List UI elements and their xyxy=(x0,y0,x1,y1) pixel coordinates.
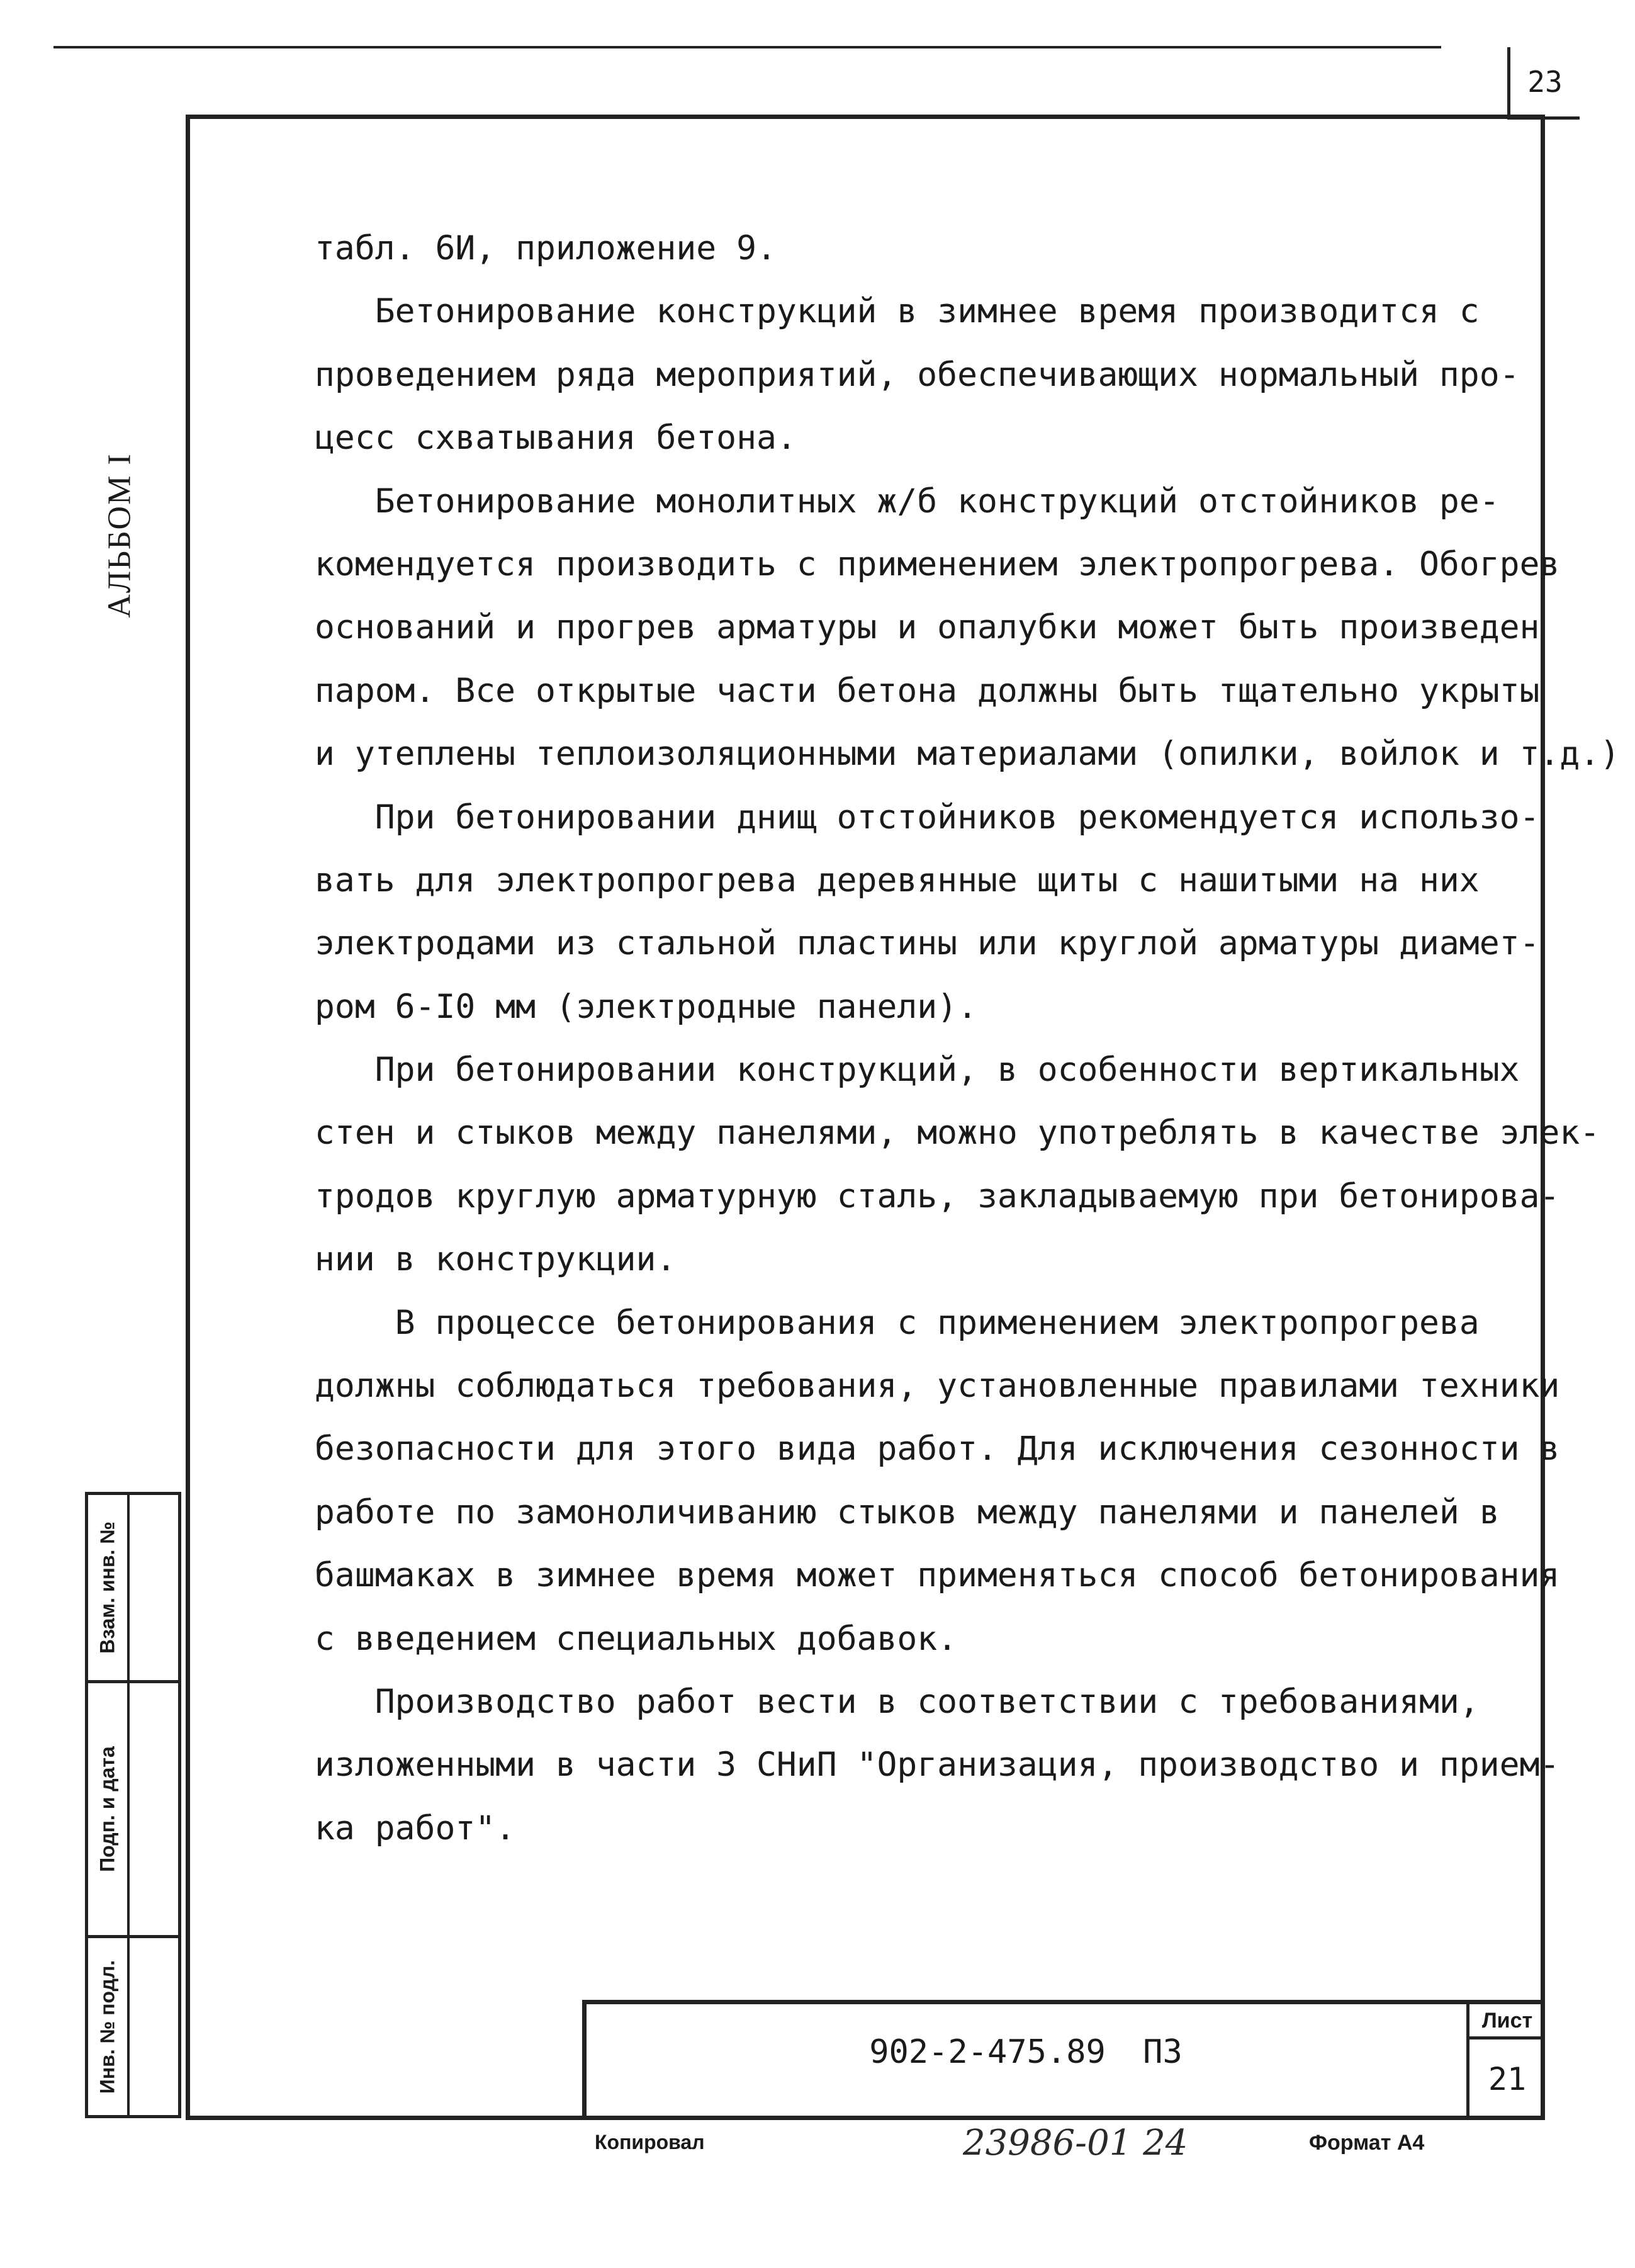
text-line: вать для электропрогрева деревянные щиты с нашитыми на них xyxy=(315,860,1480,900)
stamp-cell-replacement xyxy=(88,1495,178,1683)
text-line: башмаках в зимнее время может применяться способ бетонирования xyxy=(315,1556,1560,1595)
text-line: При бетонировании днищ отстойников рекомендуется использо- xyxy=(315,798,1540,837)
text-line: с введением специальных добавок. xyxy=(315,1619,958,1658)
text-line: электродами из стальной пластины или круглой арматуры диамет- xyxy=(315,924,1540,963)
text-line: Бетонирование монолитных ж/б конструкций отстойников ре- xyxy=(315,482,1500,521)
stamp-label-signature: Подп. и дата xyxy=(96,1746,119,1872)
text-line: нии в конструкции. xyxy=(315,1240,677,1279)
format-label: Формат А4 xyxy=(1309,2131,1425,2155)
text-line: цесс схватывания бетона. xyxy=(315,419,797,458)
stamp-label-cell xyxy=(88,1683,130,1935)
stamp-label-original: Инв. № подл. xyxy=(96,1960,119,2094)
stamp-column xyxy=(85,1492,181,2118)
text-line: стен и стыков между панелями, можно употреблять в качестве элек- xyxy=(315,1114,1600,1153)
handwritten-number: 23986-01 24 xyxy=(963,2123,1188,2164)
text-line: и утеплены теплоизоляционными материалами (опилки, войлок и т.д.) xyxy=(315,735,1621,774)
page-number: 23 xyxy=(1507,47,1580,120)
text-line: При бетонировании конструкций, в особенности вертикальных xyxy=(315,1051,1520,1090)
stamp-label-cell xyxy=(88,1938,130,2115)
album-label xyxy=(57,390,183,680)
text-line: Бетонирование конструкций в зимнее время производится с xyxy=(315,292,1480,331)
text-line: изложенными в части 3 СНиП "Организация, производство и прием- xyxy=(315,1746,1560,1785)
stamp-label-cell xyxy=(88,1495,130,1680)
text-line: Производство работ вести в соответствии с требованиями, xyxy=(315,1682,1480,1721)
text-line: проведением ряда мероприятий, обеспечивающих нормальный про- xyxy=(315,355,1520,394)
text-line: безопасности для этого вида работ. Для исключения сезонности в xyxy=(315,1430,1560,1469)
text-line: должны соблюдаться требования, установленные правилами техники xyxy=(315,1367,1560,1406)
album-label-text: АЛЬБОМ I xyxy=(101,452,138,618)
text-line: В процессе бетонирования с применением электропрогрева xyxy=(315,1303,1480,1342)
document-code: 902-2-475.89 ПЗ xyxy=(869,2033,1183,2071)
text-line: тродов круглую арматурную сталь, закладываемую при бетонирова- xyxy=(315,1176,1560,1216)
text-line: комендуется производить с применением электропрогрева. Обогрев xyxy=(315,544,1560,584)
text-line: работе по замоноличиванию стыков между панелями и панелей в xyxy=(315,1492,1500,1532)
stamp-label-replacement: Взам. инв. № xyxy=(96,1521,119,1654)
sheet-number: 21 xyxy=(1488,2060,1527,2097)
text-line: ром 6-I0 мм (электродные панели). xyxy=(315,987,977,1026)
top-rule xyxy=(53,46,1441,48)
stamp-cell-signature xyxy=(88,1683,178,1938)
copyist-label: Копировал xyxy=(595,2131,705,2153)
text-line: оснований и прогрев арматуры и опалубки может быть произведен xyxy=(315,608,1540,647)
sheet-label: Лист xyxy=(1469,2005,1545,2040)
text-line: табл. 6И, приложение 9. xyxy=(315,229,777,268)
stamp-cell-original xyxy=(88,1938,178,2115)
text-line: ка работ". xyxy=(315,1808,516,1848)
body-text xyxy=(315,217,1621,1860)
text-line: паром. Все открытые части бетона должны быть тщательно укрыты xyxy=(315,671,1540,710)
